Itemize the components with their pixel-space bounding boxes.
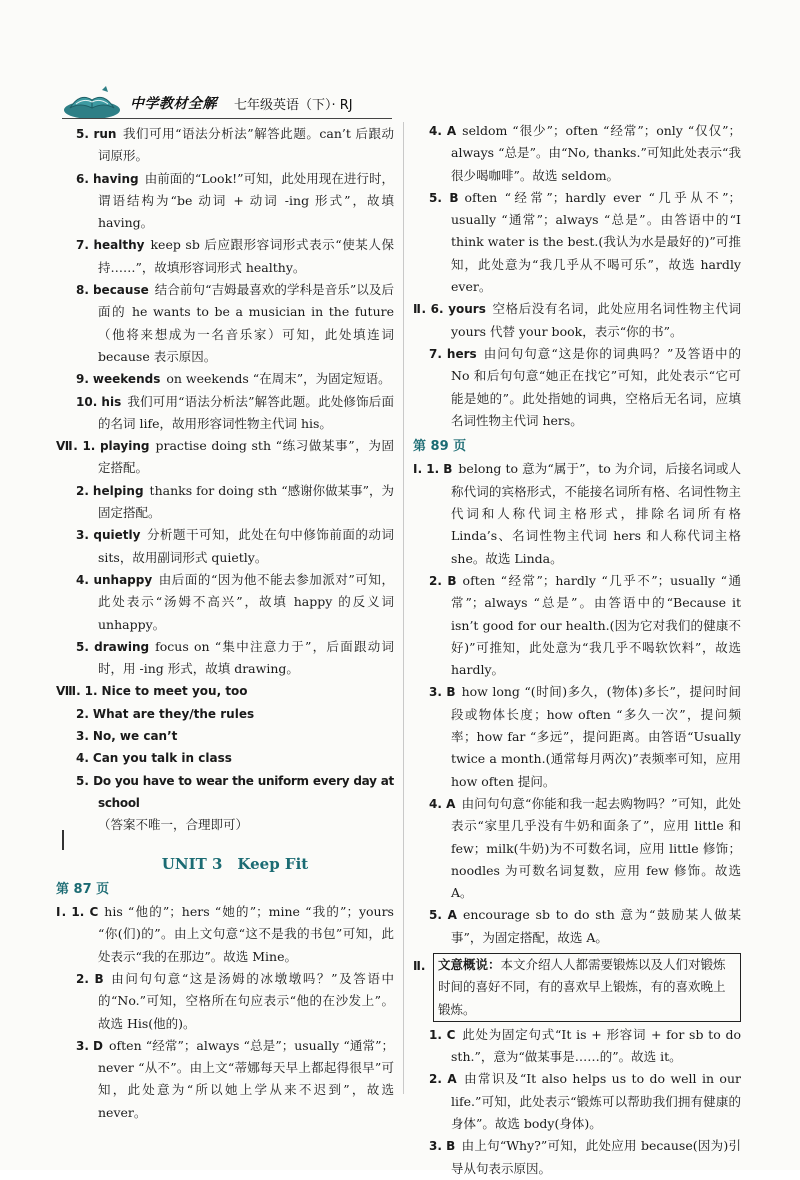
answer-item: Ⅰ. 1. C his “他的”；hers “她的”；mine “我的”；yours “你(们)的”。由上文句意“这不是我的书包”可知，此处表示“我的在那边”。故选 Mine。 [56, 904, 394, 964]
answer-item: 7. hers 由问句句意“这是你的词典吗？”及答语中的 No 和后句句意“她正在找它”可知，此处表示“它可能是她的”。此处指她的词典，空格后无名词，应填名词性物主代词 hers。 [429, 345, 741, 428]
answer-item: 2. B often “经常”；hardly “几乎不”；usually “通常”；always “总是”。由答语中的“Because it isn’t good for our health.(因为它对我们的健康不好)”可推知，此处意为“我几乎不喝软饮料”，故选 hardly。 [429, 572, 741, 678]
summary-text: 本文介绍人人都需要锻炼以及人们对锻炼时间的喜好不同，有的喜欢早上锻炼，有的喜欢晚上锻炼。 [438, 956, 726, 1017]
answer-item: Ⅷ. 1. Nice to meet you, too [56, 684, 248, 699]
answer-item: Ⅶ. 1. playing practise doing sth “练习做某事”，为固定搭配。 [56, 438, 395, 476]
answer-item: Ⅰ. 1. B belong to 意为“属于”，to 为介词，后接名词或人称代词的宾格形式，不能接名词所有格、名词性物主代词和人称代词主格形式，排除名词所有格 Linda’s、名词性物主代词 hers 和人称代词主格 she。故选 Linda。 [413, 461, 741, 566]
section-1-page87 [56, 901, 394, 1124]
answer-list-6 [76, 123, 394, 435]
answer-item: 4. A seldom “很少”；often “经常”；only “仅仅”；always “总是”。由“No, thanks.”可知此处表示“我很少喝咖啡”。故选 seldom。 [429, 123, 741, 183]
answer-item: Ⅱ. 6. yours 空格后没有名词，此处应用名词性物主代词 yours 代替 your book，表示“你的书”。 [413, 301, 741, 339]
answer-item: 5. drawing focus on “集中注意力于”，后面跟动词时，用 -ing 形式，故填 drawing。 [76, 638, 394, 677]
section-1-page89 [413, 458, 741, 949]
answer-item: 3. B 由上句“Why?”可知，此处应用 because(因为)引导从句表示原因。 [429, 1138, 741, 1176]
answer-item: 3. quietly 分析题干可知，此处在句中修饰前面的动词 sits，故用副词形式 quietly。 [76, 527, 394, 565]
answer-item: 5. run 我们可用“语法分析法”解答此题。can’t 后跟动词原形。 [76, 126, 394, 164]
answer-note: （答案不唯一，合理即可） [98, 817, 249, 833]
book-logo-icon [62, 82, 122, 122]
answer-item: 2. helping thanks for doing sth “感谢你做某事”，为固定搭配。 [76, 482, 394, 521]
answer-item: 6. having 由前面的“Look!”可知，此处用现在进行时，谓语结构为“be 动词 + 动词 -ing 形式”，故填 having。 [76, 170, 394, 231]
answer-item: 4. Can you talk in class [76, 751, 232, 766]
answer-item: 1. C 此处为固定句式“It is + 形容词 + for sb to do sth.”，意为“做某事是……的”。故选 it。 [429, 1026, 741, 1065]
answer-item: 8. because 结合前句“吉姆最喜欢的学科是音乐”以及后面的 he wants to be a musician in the future（他将来想成为一名音乐家）可知，此处填连词 because 表示原因。 [76, 282, 394, 364]
unit-title: UNIT 3 Keep Fit [161, 854, 309, 873]
header-subtitle: 七年级英语（下）· RJ [234, 98, 353, 113]
header-title: 中学教材全解 [130, 96, 217, 112]
answer-item: 9. weekends on weekends “在周末”，为固定短语。 [76, 371, 391, 387]
page-header [62, 82, 392, 122]
right-column [413, 120, 741, 1180]
answer-item: 10. his 我们可用“语法分析法”解答此题。此处修饰后面的名词 life，故用形容词性物主代词 his。 [76, 393, 394, 431]
answer-item: 4. unhappy 由后面的“因为他不能去参加派对”可知，此处表示“汤姆不高兴”，故填 happy 的反义词 unhappy。 [76, 571, 394, 632]
page-label-89: 第 89 页 [413, 439, 467, 455]
section-roman: Ⅱ. [413, 958, 426, 973]
header-rule [62, 118, 392, 119]
section-8 [56, 680, 394, 836]
answer-item: 2. A 由常识及“It also helps us to do well in our life.”可知，此处表示“锻炼可以帮助我们拥有健康的身体”。故选 body(身体)。 [429, 1071, 741, 1132]
answer-item: 4. A 由问句句意“你能和我一起去购物吗？”可知，此处表示“家里几乎没有牛奶和面条了”，应用 little 和 few；milk(牛奶)为不可数名词，应用 little 修饰；noodles 为可数名词复数，应用 few 修饰。故选 A。 [429, 795, 741, 901]
section-2-page89 [413, 953, 741, 1180]
answer-item: 5. B often “经常”；hardly ever “几乎从不”；usually “通常”；always “总是”。由答语中的“I think water is the best.(我认为水是最好的)”可推知，此处意为“我几乎从不喝可乐”，故选 hardly ever。 [429, 189, 741, 295]
summary-box [433, 953, 741, 1022]
section-7 [56, 435, 394, 680]
answer-item: 3. D often “经常”；always “总是”；usually “通常”；never “从不”。由上文“蒂娜每天早上都起得很早”可知，此处意为“所以她上学从来不迟到”，故选 never。 [76, 1037, 394, 1120]
answer-item: 2. What are they/the rules [76, 706, 255, 721]
page-label-87: 第 87 页 [56, 881, 110, 897]
answer-item: 3. B how long “(时间)多久，(物体)多长”，提问时间段或物体长度；how often “多久一次”，提问频率；how far “多远”，提问距离。由答语“Usually twice a month.(通常每月两次)”表频率可知，应用 how often 提问。 [429, 684, 741, 789]
summary-label: 文意概说： [438, 956, 501, 972]
column-divider [403, 122, 404, 1094]
section-2 [413, 298, 741, 432]
answer-item: 5. Do you have to wear the uniform every day at school [76, 773, 394, 810]
answer-item: 7. healthy keep sb 后应跟形容词形式表示“使某人保持……”，故填形容词形式 healthy。 [76, 237, 394, 275]
answer-item: 2. B 由问句句意“这是汤姆的冰墩墩吗？”及答语中的“No.”可知，空格所在句应表示“他的在沙发上”。故选 His(他的)。 [76, 970, 394, 1031]
left-column [56, 123, 395, 1124]
answer-item: 3. No, we can’t [76, 729, 178, 744]
answer-item: 5. A encourage sb to do sth 意为“鼓励某人做某事”，为固定搭配，故选 A。 [429, 907, 741, 945]
